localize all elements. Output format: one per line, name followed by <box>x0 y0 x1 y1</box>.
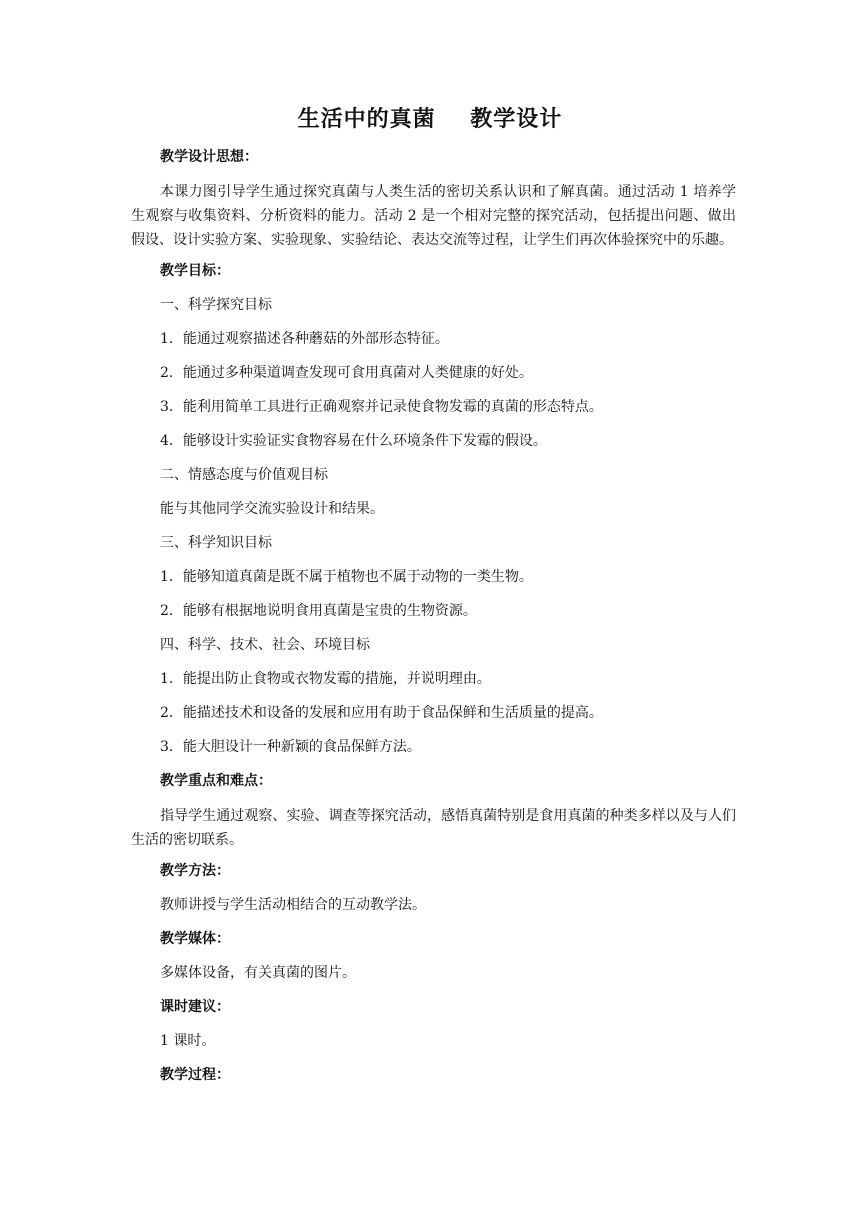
list-item-knowledge-1: 1．能够知道真菌是既不属于植物也不属于动物的一类生物。 <box>160 569 533 585</box>
text-hours: 1 课时。 <box>160 1033 216 1049</box>
paragraph-key-points: 指导学生通过观察、实验、调查等探究活动，感悟真菌特别是食用真菌的种类多样以及与人们生活的密切联系。 <box>131 808 736 848</box>
heading-hours: 课时建议： <box>160 999 230 1015</box>
subheading-inquiry-goals: 一、科学探究目标 <box>160 297 272 313</box>
subheading-sts-goals: 四、科学、技术、社会、环境目标 <box>160 637 370 653</box>
list-item-inquiry-3: 3．能利用简单工具进行正确观察并记录使食物发霉的真菌的形态特点。 <box>160 399 603 415</box>
list-item-sts-2: 2．能描述技术和设备的发展和应用有助于食品保鲜和生活质量的提高。 <box>160 705 603 721</box>
heading-key-points: 教学重点和难点： <box>160 773 272 789</box>
heading-method: 教学方法： <box>160 863 230 879</box>
document-title: 生活中的真菌 教学设计 <box>297 106 563 132</box>
paragraph-design-idea: 本课力图引导学生通过探究真菌与人类生活的密切关系认识和了解真菌。通过活动 1 培养学生观察与收集资料、分析资料的能力。活动 2 是一个相对完整的探究活动，包括提出问题、做出假设、设计实验方案、实验现象、实验结论、表达交流等过程，让学生们再次体验探究中的乐趣。 <box>131 184 736 248</box>
document-body <box>131 146 736 1098</box>
heading-media: 教学媒体： <box>160 931 230 947</box>
subheading-emotion-goals: 二、情感态度与价值观目标 <box>160 467 328 483</box>
list-item-inquiry-2: 2．能通过多种渠道调查发现可食用真菌对人类健康的好处。 <box>160 365 533 381</box>
heading-objectives: 教学目标： <box>160 263 230 279</box>
heading-process: 教学过程： <box>160 1067 230 1083</box>
list-item-sts-1: 1．能提出防止食物或衣物发霉的措施，并说明理由。 <box>160 671 491 687</box>
text-emotion-goal: 能与其他同学交流实验设计和结果。 <box>160 501 384 517</box>
list-item-knowledge-2: 2．能够有根据地说明食用真菌是宝贵的生物资源。 <box>160 603 477 619</box>
list-item-sts-3: 3．能大胆设计一种新颖的食品保鲜方法。 <box>160 739 421 755</box>
subheading-knowledge-goals: 三、科学知识目标 <box>160 535 272 551</box>
heading-design-idea: 教学设计思想： <box>160 149 258 165</box>
text-method: 教师讲授与学生活动相结合的互动教学法。 <box>160 897 426 913</box>
list-item-inquiry-1: 1．能通过观察描述各种蘑菇的外部形态特征。 <box>160 331 449 347</box>
list-item-inquiry-4: 4．能够设计实验证实食物容易在什么环境条件下发霉的假设。 <box>160 433 547 449</box>
text-media: 多媒体设备，有关真菌的图片。 <box>160 965 356 981</box>
